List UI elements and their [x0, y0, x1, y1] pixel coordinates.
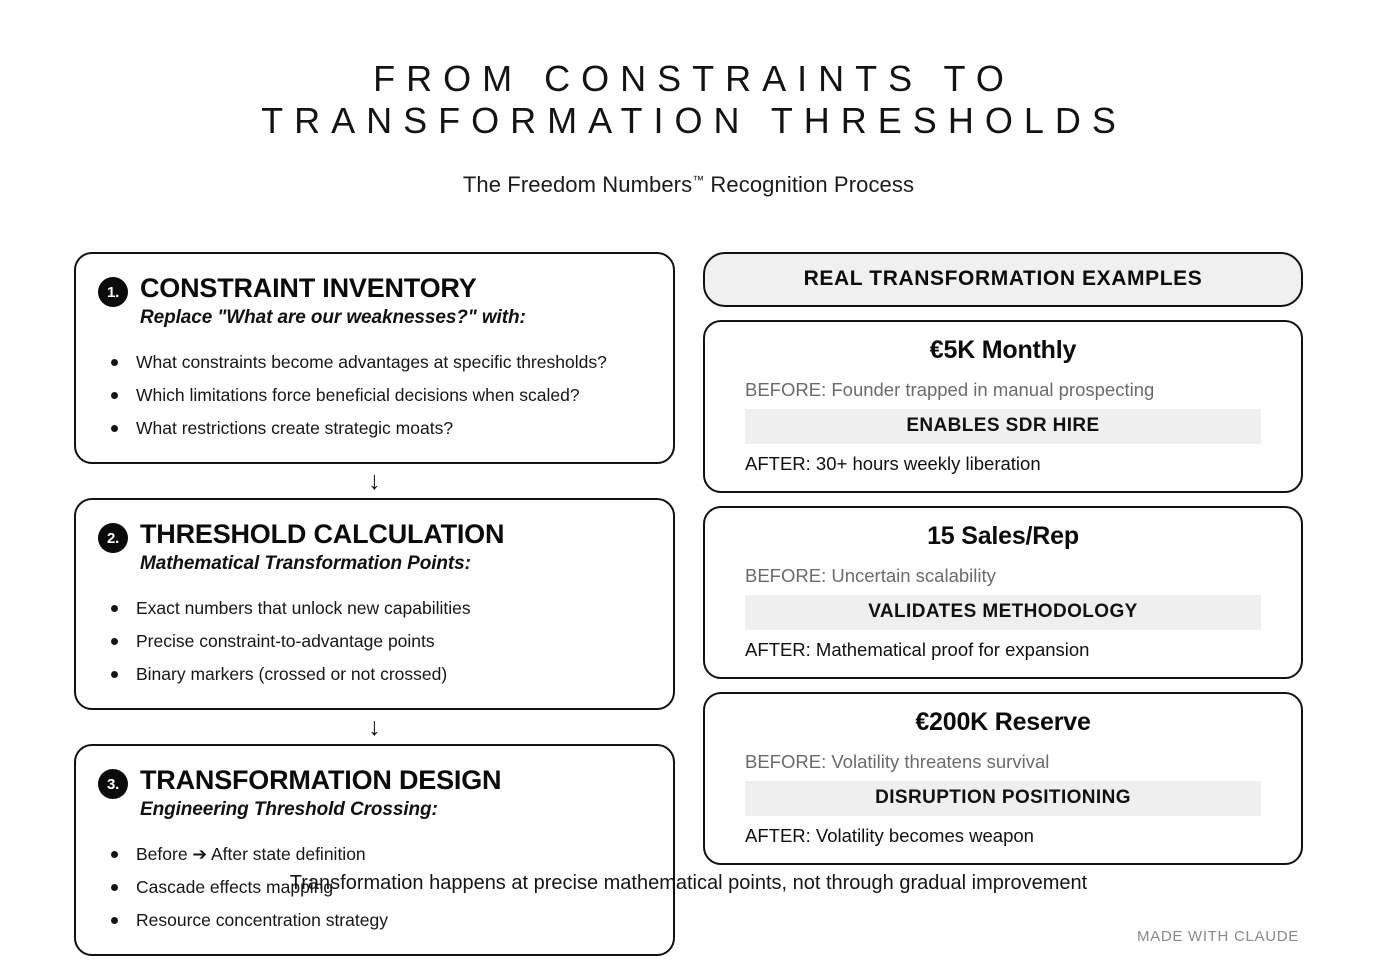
- step-bullet-list: [98, 595, 651, 688]
- list-item: [108, 661, 651, 688]
- bullet-text: What constraints become advantages at specific thresholds?: [136, 352, 607, 372]
- step-connector-arrow-2: ↓: [368, 712, 381, 741]
- bullet-dot-icon: [111, 359, 118, 366]
- list-item: [108, 907, 651, 934]
- bullet-dot-icon: [111, 671, 118, 678]
- example-outcome-band: DISRUPTION POSITIONING: [745, 781, 1261, 816]
- list-item: [108, 349, 651, 376]
- bullet-dot-icon: [111, 425, 118, 432]
- page-title-line-1: FROM CONSTRAINTS TO: [373, 58, 1015, 99]
- step-subtitle: Engineering Threshold Crossing:: [140, 799, 438, 820]
- example-card-2: [703, 506, 1303, 679]
- step-bullet-list: [98, 349, 651, 442]
- example-before-text: BEFORE: Uncertain scalability: [745, 565, 996, 586]
- footer-note: Transformation happens at precise mathematical points, not through gradual improvement: [289, 872, 1088, 894]
- step-card-3: [74, 744, 675, 956]
- bullet-text: Precise constraint-to-advantage points: [136, 631, 435, 651]
- attribution-label: MADE WITH CLAUDE: [1136, 928, 1299, 945]
- bullet-dot-icon: [111, 638, 118, 645]
- bullet-dot-icon: [111, 605, 118, 612]
- content-columns: [74, 252, 1303, 956]
- example-card-1: [703, 320, 1303, 493]
- example-after-text: AFTER: 30+ hours weekly liberation: [745, 453, 1041, 474]
- bullet-text: Resource concentration strategy: [136, 910, 388, 930]
- example-before-text: BEFORE: Founder trapped in manual prospecting: [745, 379, 1155, 400]
- subtitle-text-after: Recognition Process: [704, 172, 915, 197]
- example-outcome-band: ENABLES SDR HIRE: [745, 409, 1261, 444]
- examples-column: [703, 252, 1303, 956]
- step-title-group: [140, 272, 651, 329]
- step-title: CONSTRAINT INVENTORY: [140, 273, 477, 303]
- list-item: [108, 595, 651, 622]
- step-header: [98, 272, 651, 329]
- example-before-text: BEFORE: Volatility threatens survival: [745, 751, 1050, 772]
- bullet-text: What restrictions create strategic moats?: [136, 418, 454, 438]
- step-header: [98, 518, 651, 575]
- step-title: TRANSFORMATION DESIGN: [140, 765, 502, 795]
- list-item: [108, 841, 651, 868]
- step-subtitle: Replace "What are our weaknesses?" with:: [140, 307, 526, 328]
- subtitle-text-before: The Freedom Numbers: [462, 172, 693, 197]
- example-after-text: AFTER: Mathematical proof for expansion: [745, 639, 1090, 660]
- step-number-badge: 1.: [98, 277, 128, 307]
- bullet-dot-icon: [111, 851, 118, 858]
- page-title-line-2: TRANSFORMATION THRESHOLDS: [261, 100, 1127, 141]
- step-card-1: [74, 252, 675, 464]
- bullet-dot-icon: [111, 917, 118, 924]
- step-title-group: [140, 518, 651, 575]
- example-amount: €200K Reserve: [915, 708, 1091, 736]
- bullet-dot-icon: [111, 392, 118, 399]
- list-item: [108, 628, 651, 655]
- bullet-text: Cascade effects mapping: [136, 877, 334, 897]
- step-title-group: [140, 764, 651, 821]
- step-connector-arrow-1: ↓: [368, 466, 381, 495]
- list-item: [108, 382, 651, 409]
- example-after-text: AFTER: Volatility becomes weapon: [745, 825, 1034, 846]
- list-item: [108, 415, 651, 442]
- bullet-text: Exact numbers that unlock new capabilities: [136, 598, 471, 618]
- step-subtitle: Mathematical Transformation Points:: [140, 553, 471, 574]
- step-card-2: [74, 498, 675, 710]
- step-number-badge: 2.: [98, 523, 128, 553]
- example-card-3: [703, 692, 1303, 865]
- process-steps-column: [74, 252, 675, 956]
- examples-panel-header: REAL TRANSFORMATION EXAMPLES: [703, 252, 1303, 307]
- example-amount: 15 Sales/Rep: [927, 522, 1079, 550]
- step-header: [98, 764, 651, 821]
- step-number-badge: 3.: [98, 769, 128, 799]
- example-amount: €5K Monthly: [929, 336, 1077, 364]
- step-title: THRESHOLD CALCULATION: [140, 519, 505, 549]
- page-header: [0, 0, 1377, 198]
- bullet-text: Which limitations force beneficial decisions when scaled?: [136, 385, 580, 405]
- trademark-symbol: ™: [692, 173, 705, 187]
- bullet-text: Before ➔ After state definition: [136, 844, 366, 864]
- bullet-text: Binary markers (crossed or not crossed): [136, 664, 448, 684]
- page-subtitle: [0, 172, 1377, 198]
- example-outcome-band: VALIDATES METHODOLOGY: [745, 595, 1261, 630]
